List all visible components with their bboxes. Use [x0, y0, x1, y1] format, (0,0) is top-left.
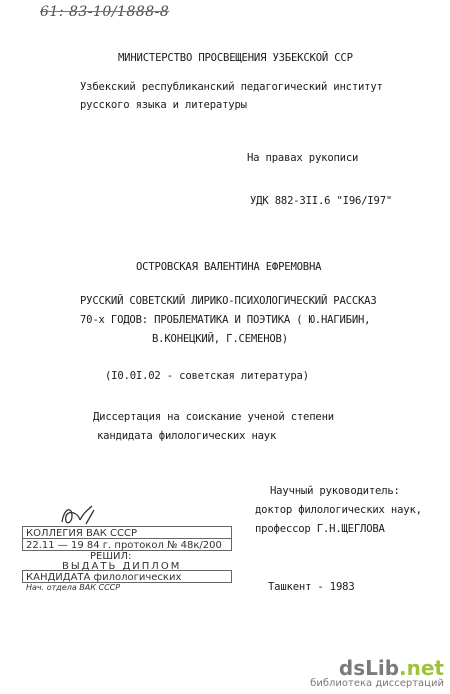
title-line-2: 70-х ГОДОВ: ПРОБЛЕМАТИКА И ПОЭТИКА ( Ю.НАГИБИН, [80, 314, 371, 326]
ministry-heading: МИНИСТЕРСТВО ПРОСВЕЩЕНИЯ УЗБЕКСКОЙ ССР [118, 52, 353, 64]
dslib-subtitle: библиотека диссертаций [310, 678, 444, 689]
author-name: ОСТРОВСКАЯ ВАЛЕНТИНА ЕФРЕМОВНА [136, 261, 322, 273]
dissertation-line-1: Диссертация на соискание ученой степени [93, 411, 334, 423]
title-line-1: РУССКИЙ СОВЕТСКИЙ ЛИРИКО-ПСИХОЛОГИЧЕСКИЙ РАССКАЗ [80, 295, 377, 307]
specialty-code: (I0.0I.02 - советская литература) [105, 370, 309, 382]
dslib-watermark [310, 658, 444, 690]
stamp-line-5: КАНДИДАТА филологических [22, 570, 232, 583]
supervisor-line-3: профессор Г.Н.ЩЕГЛОВА [255, 523, 385, 535]
institute-line-1: Узбекский республиканский педагогический институт [80, 81, 383, 93]
stamp-line-2: 22.11 — 19 84 г. протокол № 48к/200 [22, 538, 232, 551]
stamp-line-1: КОЛЛЕГИЯ ВАК СССР [22, 526, 232, 539]
stamp-line-4: ВЫДАТЬ ДИПЛОМ [62, 561, 182, 572]
rights-note: На правах рукописи [247, 152, 359, 164]
handwritten-archive-code: 61: 83-10/1888-8 [40, 4, 170, 20]
supervisor-line-1: Научный руководитель: [270, 485, 400, 497]
stamp-line-3: РЕШИЛ: [90, 551, 132, 562]
institute-line-2: русского языка и литературы [80, 99, 247, 111]
supervisor-line-2: доктор филологических наук, [255, 504, 422, 516]
stamp-line-6: Нач. отдела ВАК СССР [26, 583, 121, 592]
place-year: Ташкент - 1983 [268, 581, 355, 593]
udk-code: УДК 882-3II.6 "I96/I97" [250, 195, 393, 207]
vak-stamp [22, 498, 232, 592]
dissertation-line-2: кандидата филологических наук [97, 430, 277, 442]
title-line-3: В.КОНЕЦКИЙ, Г.СЕМЕНОВ) [152, 333, 288, 345]
dslib-logo: dsLib.net [338, 656, 444, 680]
